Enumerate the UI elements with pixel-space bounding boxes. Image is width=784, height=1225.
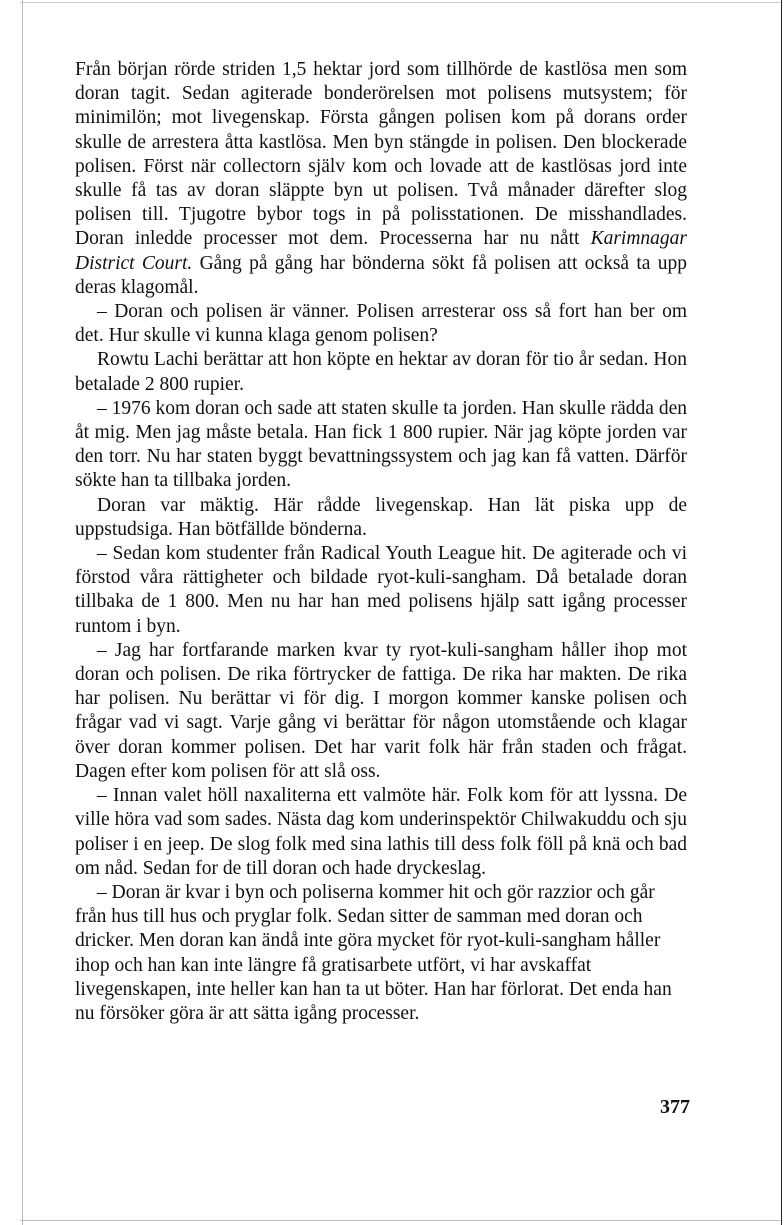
page-number: 377	[660, 1096, 690, 1118]
paragraph-text: Gång på gång har bönderna sökt få polisen att också ta upp deras klagomål.	[75, 252, 687, 298]
court-name: Karimnagar District Court.	[75, 228, 687, 274]
paragraph	[75, 58, 687, 300]
paragraph: – 1976 kom doran och sade att staten skulle ta jorden. Han skulle rädda den åt mig. Men jag måste betala. Han fick 1 800 rupier. När jag köpte jorden var den torr. Nu har staten byggt bevattningssystem och jag kan få vatten. Därför sökte han ta tillbaka jorden.	[75, 397, 687, 492]
page-edge-right	[781, 0, 782, 1225]
paragraph: – Jag har fortfarande marken kvar ty ryot-kuli-sangham håller ihop mot doran och polisen. De rika förtrycker de fattiga. De rika har makten. De rika har polisen. Nu berättar vi för dig. I morgon kommer kanske polisen och frågar vad vi sagt. Varje gång vi berättar för någon utomstående och klagar över doran kommer polisen. Det har varit folk här från staden och frågat. Dagen efter kom polisen för att slå oss.	[75, 639, 687, 782]
paragraph: – Sedan kom studenter från Radical Youth League hit. De agiterade och vi förstod våra rättigheter och bildade ryot-kuli-sangham. Då betalade doran tillbaka de 1 800. Men nu har han med polisens hjälp satt igång processer runtom i byn.	[75, 543, 687, 637]
paragraph: – Doran och polisen är vänner. Polisen arresterar oss så fort han ber om det. Hur skulle vi kunna klaga genom polisen?	[75, 301, 687, 347]
page-edge-bottom	[20, 1220, 780, 1221]
paragraph: – Doran är kvar i byn och poliserna kommer hit och gör razzior och går från hus till hus och pryglar folk. Sedan sitter de samman med doran och dricker. Men doran kan ändå inte göra mycket för ryot-kuli-sangham håller ihop och han kan inte längre få gratisarbete utfört, vi har avskaffat livegenskapen, inte heller kan han ta ut böter. Han har förlorat. Det enda han nu försöker göra är att sätta igång processer.	[75, 881, 672, 1024]
paragraph: Rowtu Lachi berättar att hon köpte en hektar av doran för tio år sedan. Hon betalade 2 800 rupier.	[75, 349, 687, 395]
paragraph: Doran var mäktig. Här rådde livegenskap. Han lät piska upp de uppstudsiga. Han bötfällde bönderna.	[75, 494, 687, 540]
page-edge-top	[20, 2, 780, 3]
page-edge-left	[22, 0, 23, 1225]
body-text	[75, 58, 687, 1026]
paragraph-text: Från början rörde striden 1,5 hektar jord som tillhörde de kastlösa men som doran tagit. Sedan agiterade bonderörelsen mot polisens mutsystem; för minimilön; mot livegenskap. Första gången polisen kom på dorans order skulle de arrestera åtta kastlösa. Men byn stängde in polisen. Den blockerade polisen. Först när collectorn själv kom och lovade att de kastlösas jord inte skulle få tas av doran släppte byn ut polisen. Två månader därefter slog polisen till. Tjugotre bybor togs in på polisstationen. De misshandlades. Doran inledde processer mot dem. Processerna har nu nått	[75, 59, 687, 250]
paragraph: – Innan valet höll naxaliterna ett valmöte här. Folk kom för att lyssna. De ville höra vad som sades. Nästa dag kom underinspektör Chilwakuddu och sju poliser i en jeep. De slog folk med sina lathis till dess folk föll på knä och bad om nåd. Sedan for de till doran och hade dryckeslag.	[75, 785, 687, 879]
